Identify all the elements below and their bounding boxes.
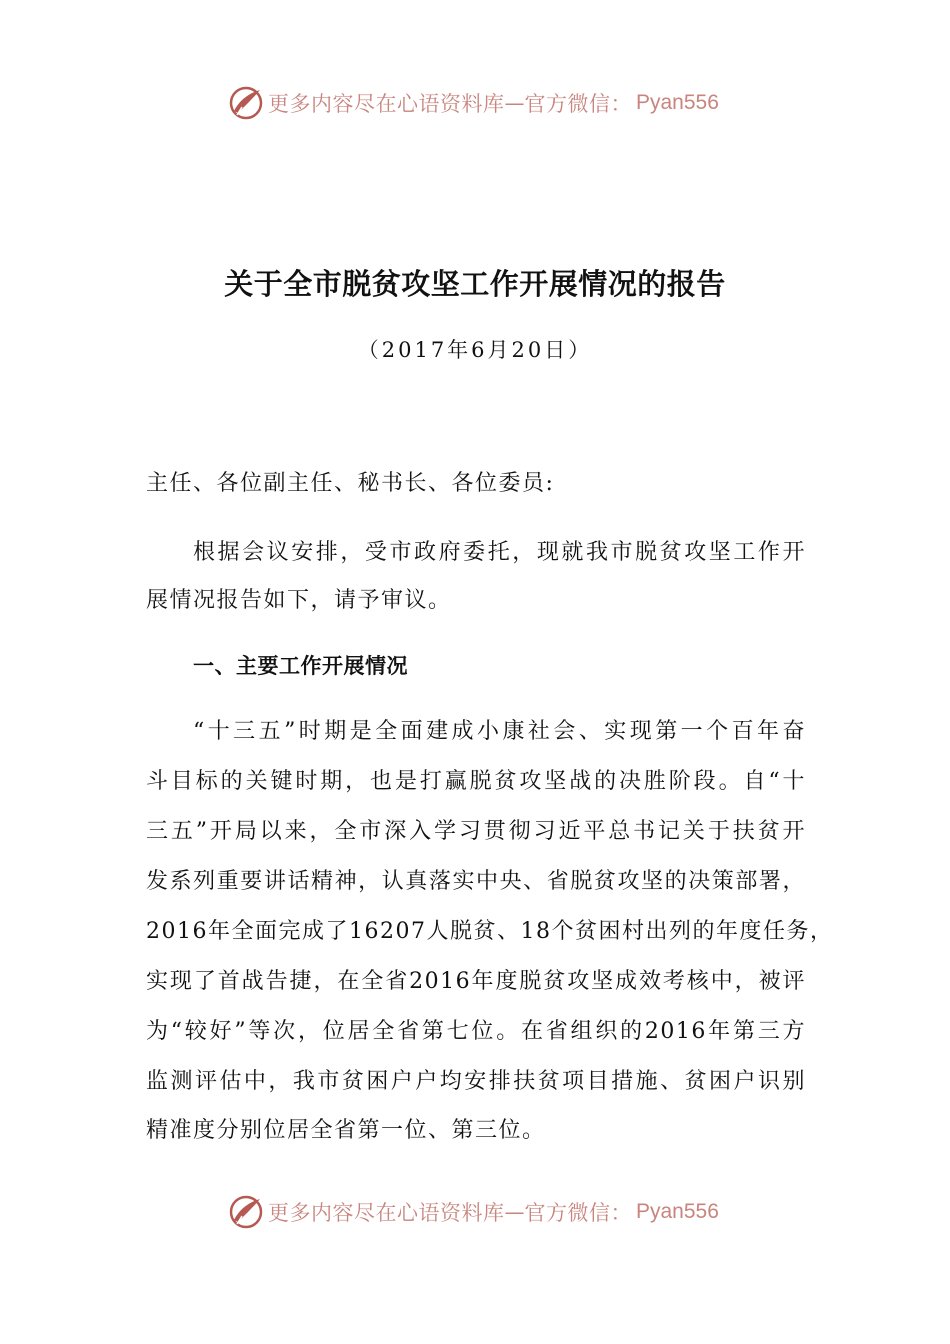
body-line: 为“较好”等次，位居全省第七位。在省组织的2016年第三方 [146, 1019, 806, 1044]
intro-line: 根据会议安排，受市政府委托，现就我市脱贫攻坚工作开 [193, 540, 806, 565]
watermark-suffix: 官方微信： [524, 92, 632, 116]
watermark-separator: — [504, 91, 525, 115]
document-date: （2017年6月20日） [357, 338, 593, 362]
body-line: 精准度分别位居全省第一位、第三位。 [146, 1118, 546, 1143]
intro-line: 展情况报告如下，请予审议。 [146, 588, 452, 613]
watermark-suffix: 官方微信： [524, 1201, 632, 1225]
section-heading: 一、主要工作开展情况 [193, 654, 408, 678]
quill-pen-logo-icon [228, 85, 264, 121]
salutation: 主任、各位副主任、秘书长、各位委员: [146, 471, 555, 496]
body-line: 斗目标的关键时期，也是打赢脱贫攻坚战的决胜阶段。自“十 [146, 769, 806, 794]
quill-pen-logo-icon [228, 1194, 264, 1230]
body-line: 实现了首战告捷，在全省2016年度脱贫攻坚成效考核中，被评 [146, 969, 806, 994]
watermark-banner-top [0, 83, 950, 123]
watermark-text: 更多内容尽在心语资料库 [268, 1201, 505, 1225]
watermark-handle: Pyan556 [636, 1200, 719, 1223]
watermark-content [228, 83, 719, 123]
watermark-content [228, 1192, 719, 1232]
body-line: 监测评估中，我市贫困户户均安排扶贫项目措施、贫困户识别 [146, 1069, 806, 1094]
watermark-text: 更多内容尽在心语资料库 [268, 92, 505, 116]
watermark-handle: Pyan556 [636, 91, 719, 114]
watermark-banner-bottom [0, 1192, 950, 1232]
body-line: 2016年全面完成了16207人脱贫、18个贫困村出列的年度任务， [146, 919, 834, 944]
body-line: “十三五”时期是全面建成小康社会、实现第一个百年奋 [193, 719, 806, 744]
document-title: 关于全市脱贫攻坚工作开展情况的报告 [224, 267, 726, 301]
body-line: 发系列重要讲话精神，认真落实中央、省脱贫攻坚的决策部署， [146, 869, 806, 894]
body-line: 三五”开局以来，全市深入学习贯彻习近平总书记关于扶贫开 [146, 819, 806, 844]
watermark-separator: — [504, 1200, 525, 1224]
